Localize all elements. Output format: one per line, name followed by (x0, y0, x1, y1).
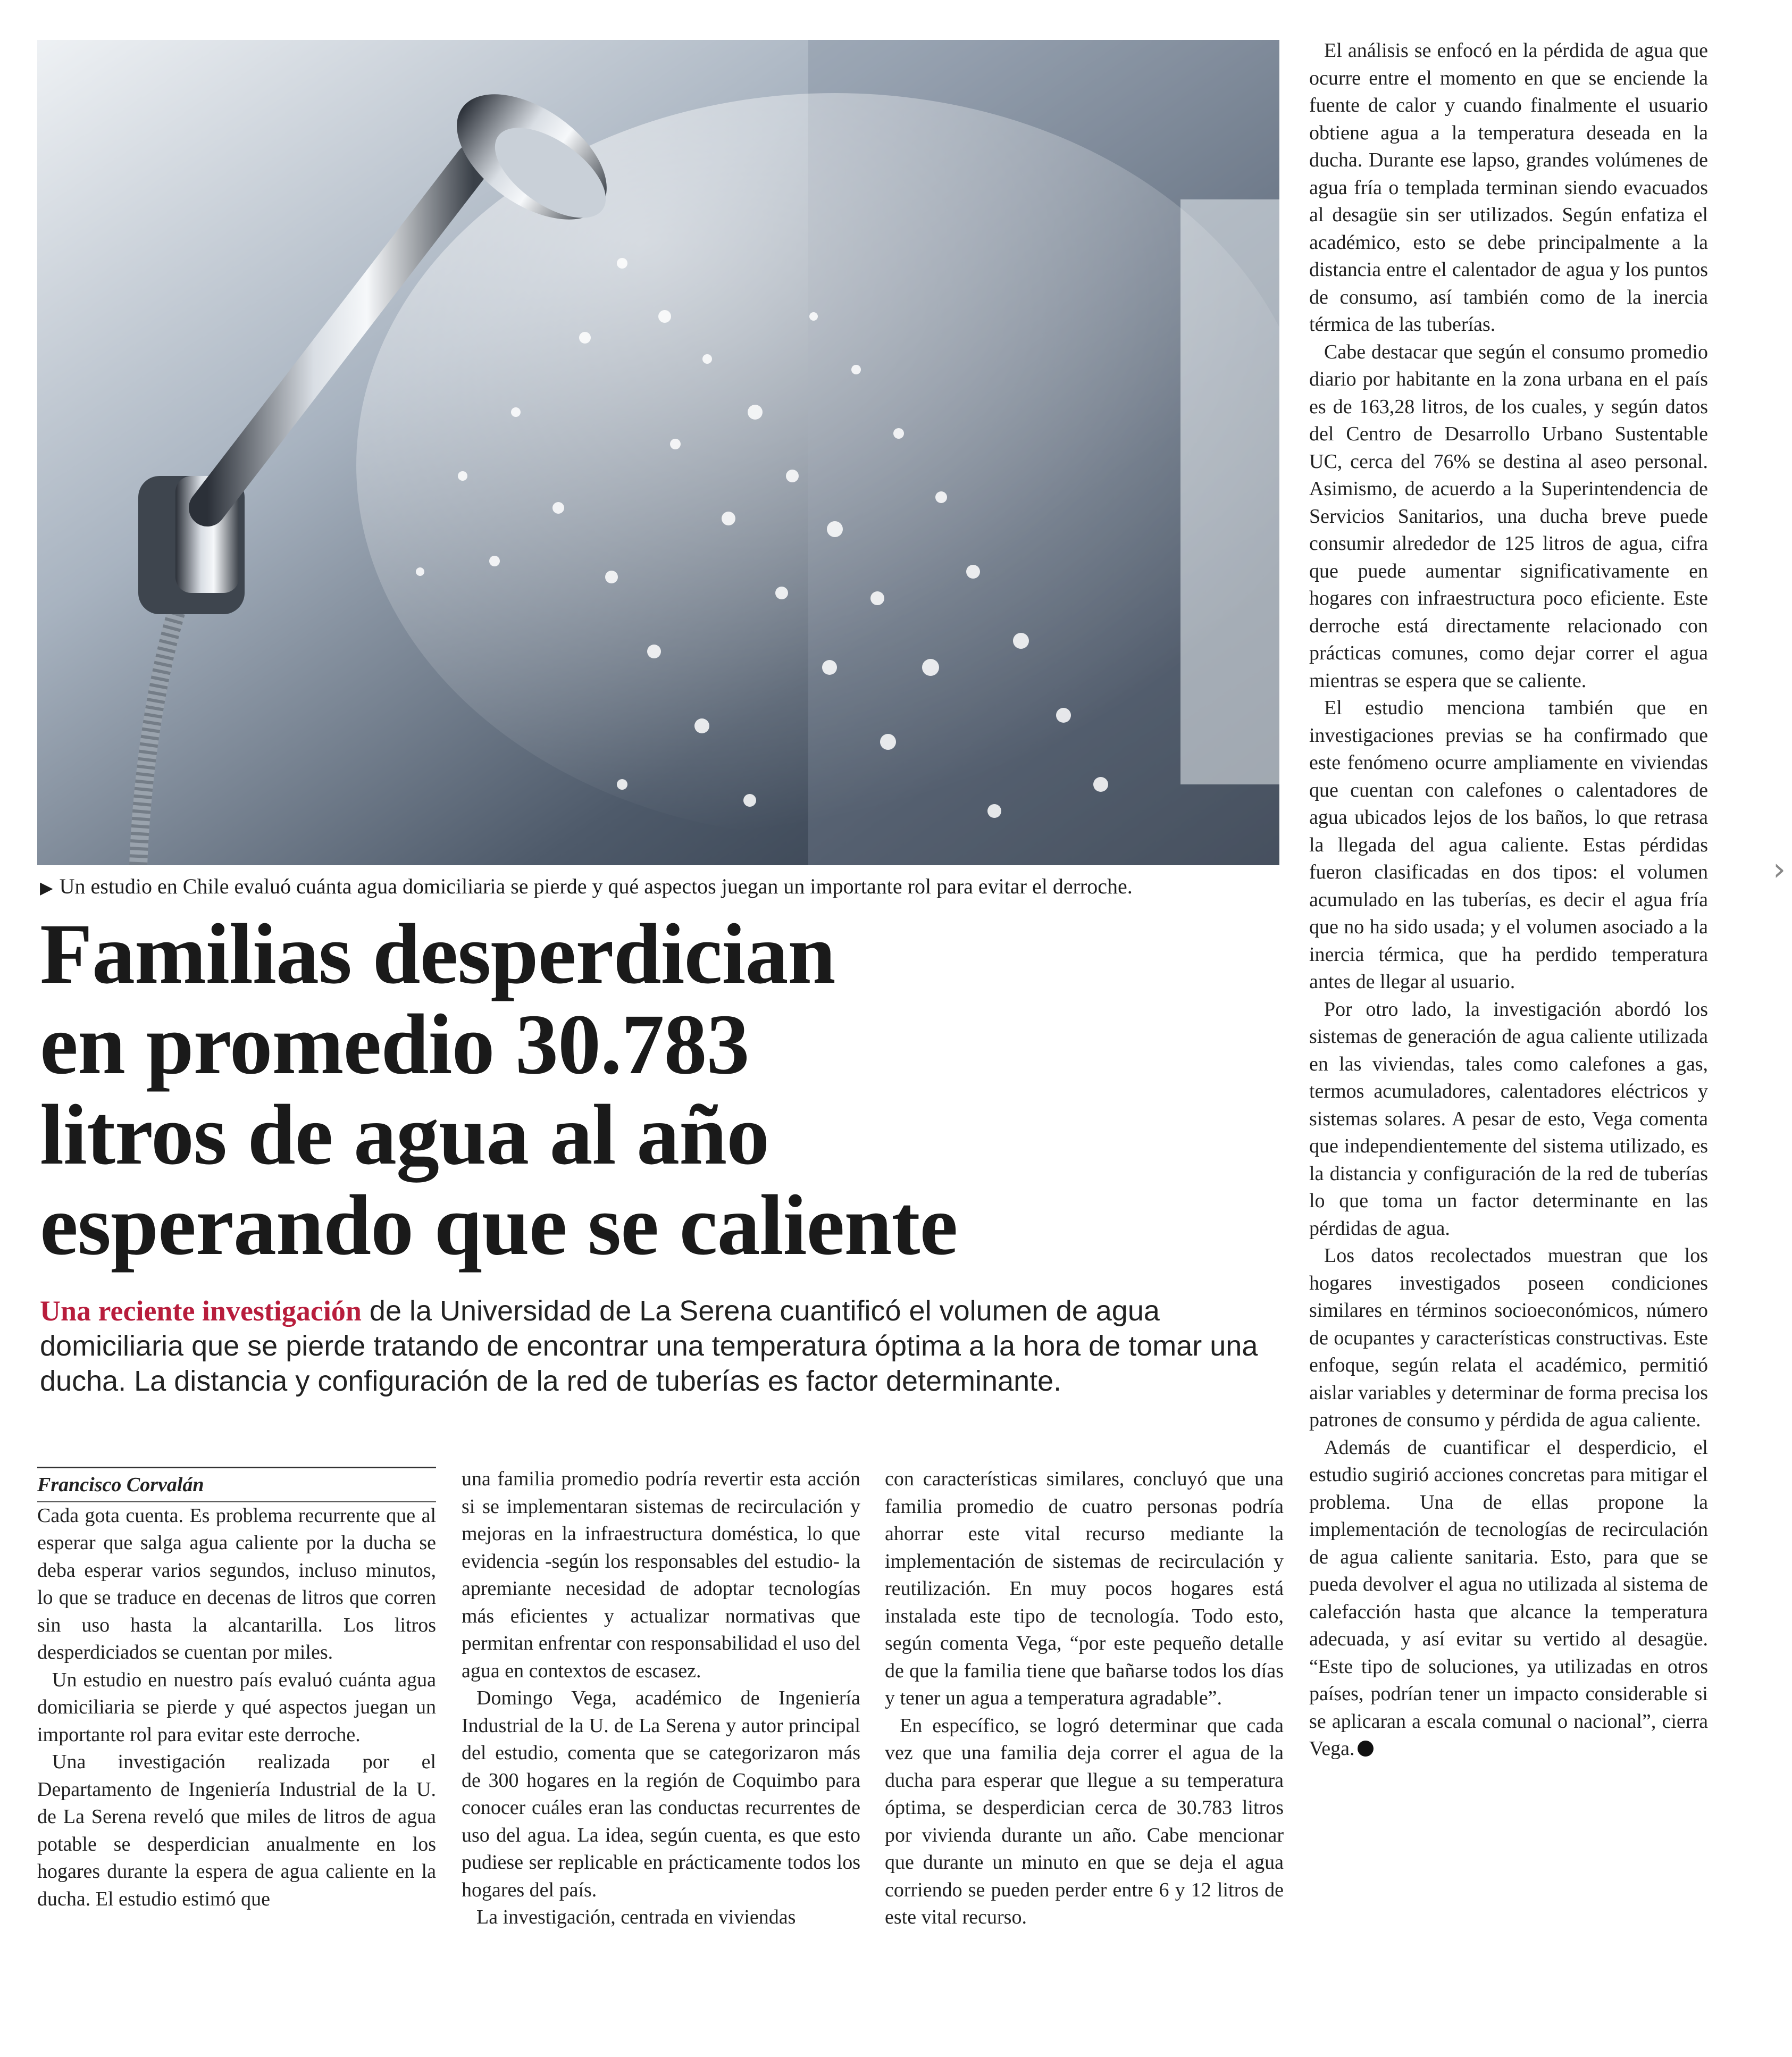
lead-text: de la Universidad de La Serena cuantificó el volumen de agua domiciliaria que se pierde tratando de encontrar una temperatura óptima a la hora de tomar una ducha. La distancia y configuración de la red de tuberías es factor determinante. (40, 1295, 1258, 1397)
shower-head-illustration (37, 40, 1279, 865)
headline-line-1: Familias desperdician (40, 907, 835, 1002)
paragraph: El estudio menciona también que en investigaciones previas se ha confirmado que este fenómeno ocurre ampliamente en viviendas que cuentan con calefones o calentadores de agua ubicados lejos de los baños, lo que retrasa la llegada del agua caliente. Estas pérdidas fueron clasificadas en dos tipos: el volumen acumulado en las tuberías, es decir el agua fría que no ha sido usada; y el volumen asociado a la inercia térmica, que ha perdido temperatura antes de llegar al usuario. (1309, 697, 1708, 993)
headline-line-2: en promedio 30.783 (40, 997, 749, 1092)
lead-highlight: Una reciente investigación (40, 1295, 362, 1327)
paragraph-text: Además de cuantificar el desperdicio, el estudio sugirió acciones concretas para mitigar el problema. Una de ellas propone la implementación de tecnologías de recirculación de agua caliente sanitaria. Esto, para que se pueda devolver el agua no utilizada al sistema de calefacción hasta que alcance la temperatura adecuada, y así evitar su vertido al desagüe. “Este tipo de soluciones, ya utilizadas en otros países, podrían tener un impacto considerable si se aplicaran a escala comunal o nacional”, cierra Vega. (1309, 1436, 1708, 1760)
paragraph: Cabe destacar que según el consumo promedio diario por habitante en la zona urbana en el país es de 163,28 litros, de los cuales, y según datos del Centro de Desarrollo Urbano Sustentable UC, cerca del 76% se destina al aseo personal. Asimismo, de acuerdo a la Superintendencia de Servicios Sanitarios, una ducha breve puede consumir alrededor de 125 litros de agua, cifra que puede aumentar significativamente en hogares con infraestructura poco eficiente. Este derroche está directamente relacionado con prácticas comunes, como dejar correr el agua mientras se espera que se caliente. (1309, 340, 1708, 692)
paragraph: una familia promedio podría revertir esta acción si se implementaran sistemas de recirculación y mejoras en la infraestructura doméstica, lo que evidencia -según los responsables del estudio- la apremiante necesidad de adoptar tecnologías más eficientes y actualizar normativas que permitan enfrentar con responsabilidad el uso del agua en contextos de escasez. (462, 1468, 860, 1682)
photo-caption (40, 873, 1279, 901)
paragraph: La investigación, centrada en viviendas (476, 1906, 796, 1928)
paragraph: Los datos recolectados muestran que los hogares investigados poseen condiciones similares en términos socioeconómicos, número de ocupantes y características constructivas. Este enfoque, según relata el académico, permitió aislar variables y determinar de forma precisa los patrones de consumo y pérdida de agua caliente. (1309, 1244, 1708, 1431)
last-paragraph (1309, 1434, 1708, 1763)
article-column-4 (1309, 37, 1708, 1763)
article-column-1 (37, 1467, 436, 1913)
article-column-3 (885, 1466, 1284, 1931)
shower-photo (37, 40, 1279, 865)
paragraph: Por otro lado, la investigación abordó los sistemas de generación de agua caliente utilizada en las viviendas, tales como calefones a gas, termos acumuladores, calentadores eléctricos y sistemas solares. A pesar de esto, Vega comenta que independientemente del sistema utilizado, es la distancia y configuración de la red de tuberías lo que toma un factor determinante en las pérdidas de agua. (1309, 998, 1708, 1240)
article-lead (40, 1293, 1279, 1399)
byline: Francisco Corvalán (37, 1467, 436, 1502)
paragraph: Domingo Vega, académico de Ingeniería Industrial de la U. de La Serena y autor principal del estudio, comenta que se categorizaron más de 300 hogares en la región de Coquimbo para conocer cuáles eran las conductas recurrentes de uso del agua. La idea, según cuenta, es que esto pudiese ser replicable en prácticamente todos los hogares del país. (462, 1687, 860, 1901)
caption-arrow-icon: ▶ (40, 878, 53, 897)
paragraph: Un estudio en nuestro país evaluó cuánta agua domiciliaria se pierde y qué aspectos juegan un importante rol para evitar este derroche. (37, 1668, 436, 1746)
paragraph: En específico, se logró determinar que cada vez que una familia deja correr el agua de la ducha para esperar que llegue a su temperatura óptima, se desperdician cerca de 30.783 litros por vivienda durante un año. Cabe mencionar que durante un minuto en que se deja el agua corriendo se pueden perder entre 6 y 12 litros de este vital recurso. (885, 1714, 1284, 1928)
end-mark-icon (1358, 1741, 1374, 1757)
photo-caption-text: Un estudio en Chile evaluó cuánta agua domiciliaria se pierde y qué aspectos juegan un importante rol para evitar el derroche. (59, 874, 1133, 898)
paragraph: Una investigación realizada por el Departamento de Ingeniería Industrial de la U. de La Serena reveló que miles de litros de agua potable se desperdician anualmente en los hogares durante la espera de agua caliente en la ducha. El estudio estimó que (37, 1751, 436, 1910)
headline-line-3: litros de agua al año (40, 1088, 769, 1183)
article-headline (40, 909, 1274, 1271)
paragraph: con características similares, concluyó que una familia promedio de cuatro personas podría ahorrar este vital recurso mediante la implementación de sistemas de recirculación y reutilización. En muy pocos hogares está instalada este tipo de tecnología. Todo esto, según comenta Vega, “por este pequeño detalle de que la familia tiene que bañarse todos los días y tener un agua a temperatura agradable”. (885, 1468, 1284, 1709)
paragraph: Cada gota cuenta. Es problema recurrente que al esperar que salga agua caliente por la ducha se deba esperar varios segundos, incluso minutos, lo que se traduce en decenas de litros que corren sin uso hasta la alcantarilla. Los litros desperdiciados se cuentan por miles. (37, 1504, 436, 1663)
article-column-2 (462, 1466, 860, 1931)
paragraph: El análisis se enfocó en la pérdida de agua que ocurre entre el momento en que se enciende la fuente de calor y cuando finalmente el usuario obtiene agua a la temperatura deseada en la ducha. Durante ese lapso, grandes volúmenes de agua fría o templada terminan siendo evacuados al desagüe sin ser utilizados. Según enfatiza el académico, esto se debe principalmente a la distancia entre el calentador de agua y los puntos de consumo, así también como de la inercia térmica de las tuberías. (1309, 39, 1708, 336)
next-page-chevron-icon[interactable]: › (1773, 851, 1786, 888)
headline-line-4: esperando que se caliente (40, 1178, 958, 1273)
